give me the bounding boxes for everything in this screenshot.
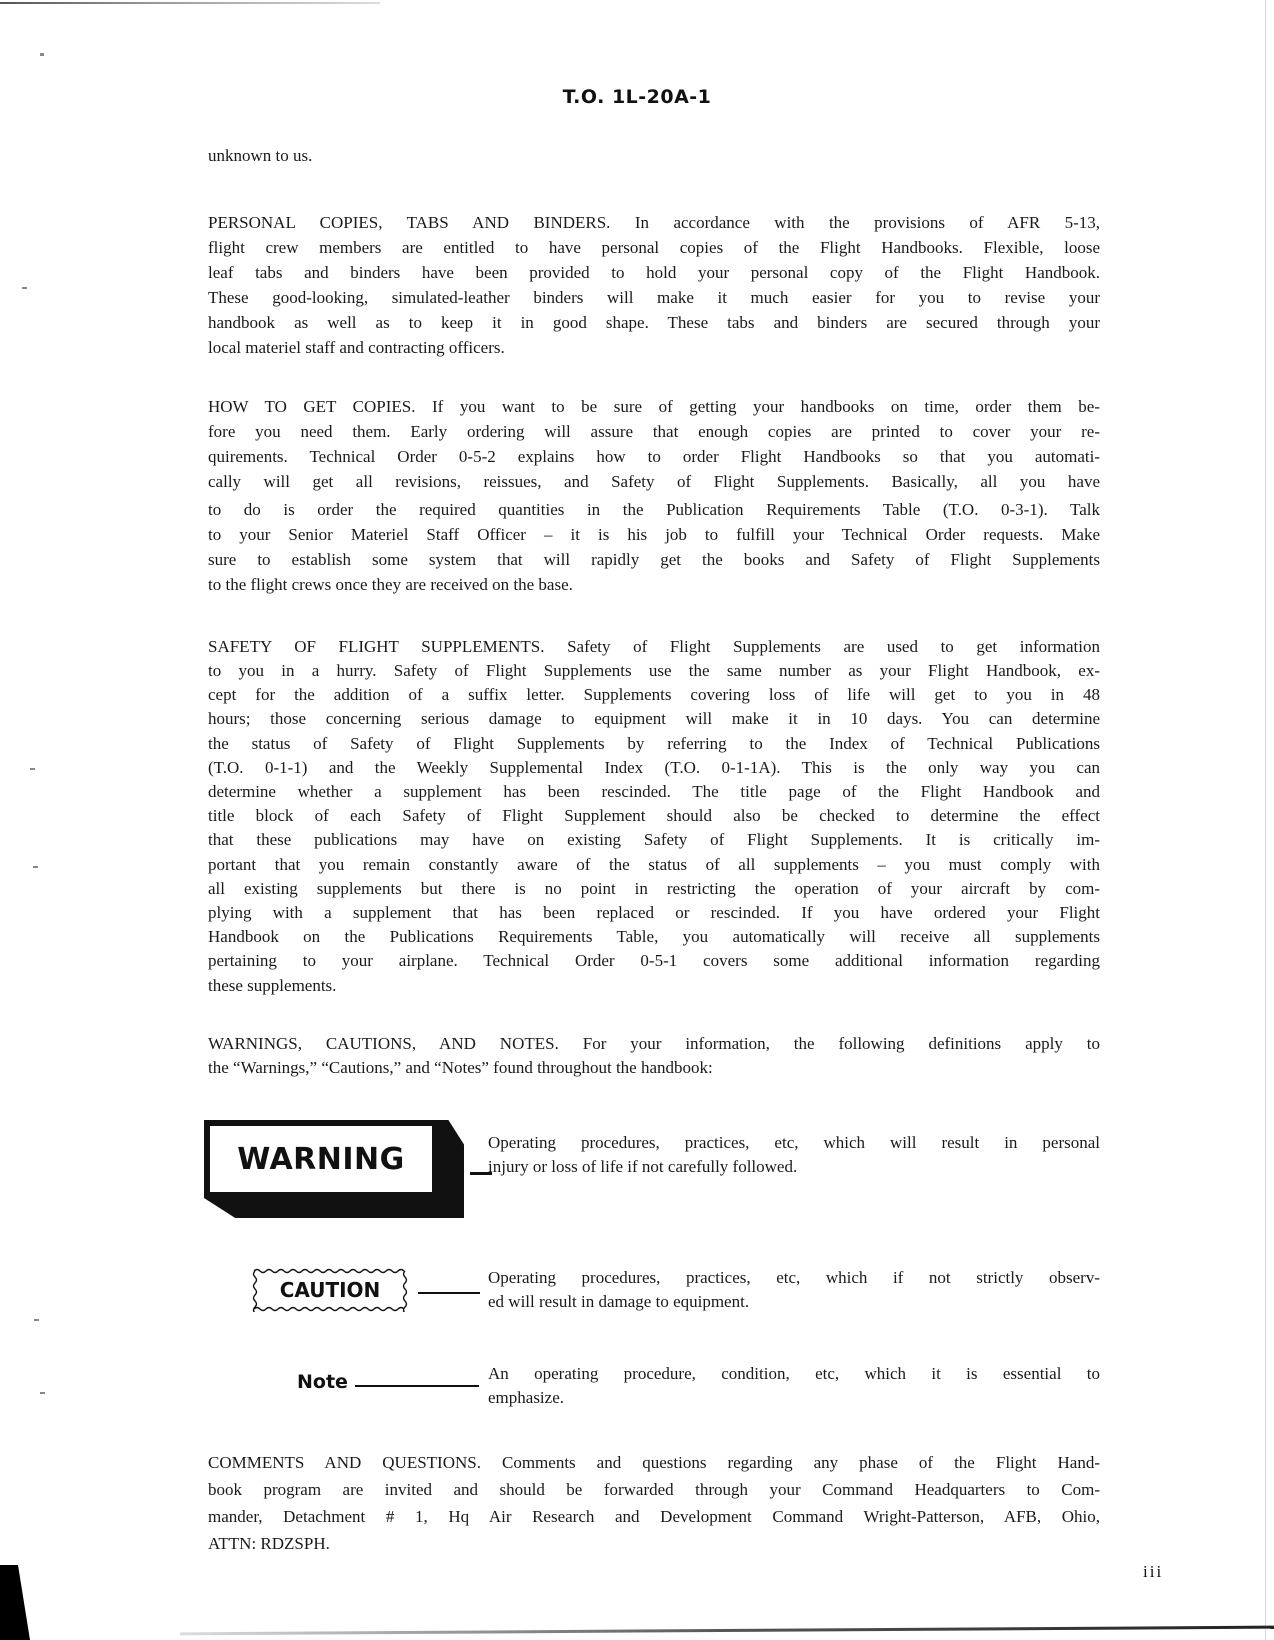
warning-label-box: WARNING (204, 1120, 438, 1198)
scan-top-edge (0, 2, 380, 4)
paragraph-line: to you in a hurry. Safety of Flight Supplements use the same number as your Flight Handbook, ex- (208, 661, 1100, 680)
document-number-header: T.O. 1L-20A-1 (562, 86, 712, 108)
paragraph-line: cally will get all revisions, reissues, and Safety of Flight Supplements. Basically, all you have (208, 472, 1100, 491)
paragraph-line: cept for the addition of a suffix letter. Supplements covering loss of life will get to you in 48 (208, 685, 1100, 704)
paragraph-line: HOW TO GET COPIES. If you want to be sure of getting your handbooks on time, order them be- (208, 397, 1100, 416)
paragraph-line: all existing supplements but there is no point in restricting the operation of your aircraft by com- (208, 879, 1100, 898)
paragraph-line: SAFETY OF FLIGHT SUPPLEMENTS. Safety of Flight Supplements are used to get information (208, 637, 1100, 656)
leader-line (418, 1292, 480, 1294)
paragraph-line: leaf tabs and binders have been provided to hold your personal copy of the Flight Handbook. (208, 263, 1100, 282)
paragraph-line: determine whether a supplement has been rescinded. The title page of the Flight Handbook and (208, 782, 1100, 801)
intro-line: unknown to us. (208, 146, 313, 165)
paragraph-line: these supplements. (208, 976, 337, 995)
scan-speck (33, 866, 38, 868)
scan-right-edge (1265, 0, 1266, 1640)
paragraph-line: plying with a supplement that has been replaced or rescinded. If you have ordered your Flight (208, 903, 1100, 922)
paragraph-line: hours; those concerning serious damage to equipment will make it in 10 days. You can determine (208, 709, 1100, 728)
paragraph-line: handbook as well as to keep it in good shape. These tabs and binders are secured through your (208, 313, 1100, 332)
definition-text: Operating procedures, practices, etc, which will result in personal (488, 1133, 1100, 1152)
paragraph-line: WARNINGS, CAUTIONS, AND NOTES. For your information, the following definitions apply to (208, 1034, 1100, 1053)
paragraph-line: title block of each Safety of Flight Supplement should also be checked to determine the effect (208, 806, 1100, 825)
paragraph-line: sure to establish some system that will rapidly get the books and Safety of Flight Supplements (208, 550, 1100, 569)
paragraph-line: mander, Detachment # 1, Hq Air Research and Development Command Wright-Patterson, AFB, Ohio, (208, 1507, 1100, 1526)
definition-text: injury or loss of life if not carefully followed. (488, 1157, 798, 1176)
definition-text: An operating procedure, condition, etc, which it is essential to (488, 1364, 1100, 1383)
paragraph-line: These good-looking, simulated-leather binders will make it much easier for you to revise your (208, 288, 1100, 307)
paragraph-line: local materiel staff and contracting officers. (208, 338, 505, 357)
caution-label-box (252, 1268, 408, 1312)
paragraph-line: flight crew members are entitled to have personal copies of the Flight Handbooks. Flexible, loose (208, 238, 1100, 257)
paragraph-line: the status of Safety of Flight Supplements by referring to the Index of Technical Publications (208, 734, 1100, 753)
paragraph-line: COMMENTS AND QUESTIONS. Comments and questions regarding any phase of the Flight Hand- (208, 1453, 1100, 1472)
scan-corner-shadow (0, 1565, 30, 1640)
paragraph-line: the “Warnings,” “Cautions,” and “Notes” found throughout the handbook: (208, 1058, 713, 1077)
paragraph-line: Handbook on the Publications Requirements Table, you automatically will receive all supplements (208, 927, 1100, 946)
warning-box-shadow (204, 1198, 464, 1218)
scan-bottom-edge (180, 1626, 1274, 1636)
definition-text: emphasize. (488, 1388, 564, 1407)
paragraph-line: to your Senior Materiel Staff Officer – it is his job to fulfill your Technical Order requests. Make (208, 525, 1100, 544)
caution-label: CAUTION (279, 1278, 381, 1302)
scan-speck (34, 1319, 39, 1321)
paragraph-line: fore you need them. Early ordering will assure that enough copies are printed to cover your re- (208, 422, 1100, 441)
paragraph-line: portant that you remain constantly aware of the status of all supplements – you must comply with (208, 855, 1100, 874)
definition-text: ed will result in damage to equipment. (488, 1292, 750, 1311)
scan-speck (40, 1392, 45, 1394)
note-label: Note (297, 1371, 348, 1393)
paragraph-line: to do is order the required quantities in the Publication Requirements Table (T.O. 0-3-1). Talk (208, 500, 1100, 519)
page-number: iii (1143, 1562, 1164, 1581)
paragraph-line: PERSONAL COPIES, TABS AND BINDERS. In accordance with the provisions of AFR 5-13, (208, 213, 1100, 232)
definition-text: Operating procedures, practices, etc, which if not strictly observ- (488, 1268, 1100, 1287)
scan-speck (30, 768, 35, 770)
paragraph-line: that these publications may have on existing Safety of Flight Supplements. It is critically im- (208, 830, 1100, 849)
scan-speck (40, 53, 44, 56)
paragraph-line: quirements. Technical Order 0-5-2 explains how to order Flight Handbooks so that you automati- (208, 447, 1100, 466)
paragraph-line: ATTN: RDZSPH. (208, 1534, 330, 1553)
paragraph-line: pertaining to your airplane. Technical Order 0-5-1 covers some additional information regarding (208, 951, 1100, 970)
leader-line (355, 1385, 479, 1387)
paragraph-line: to the flight crews once they are received on the base. (208, 575, 573, 594)
paragraph-line: (T.O. 0-1-1) and the Weekly Supplemental Index (T.O. 0-1-1A). This is the only way you can (208, 758, 1100, 777)
paragraph-line: book program are invited and should be forwarded through your Command Headquarters to Com- (208, 1480, 1100, 1499)
scan-speck (22, 287, 27, 289)
